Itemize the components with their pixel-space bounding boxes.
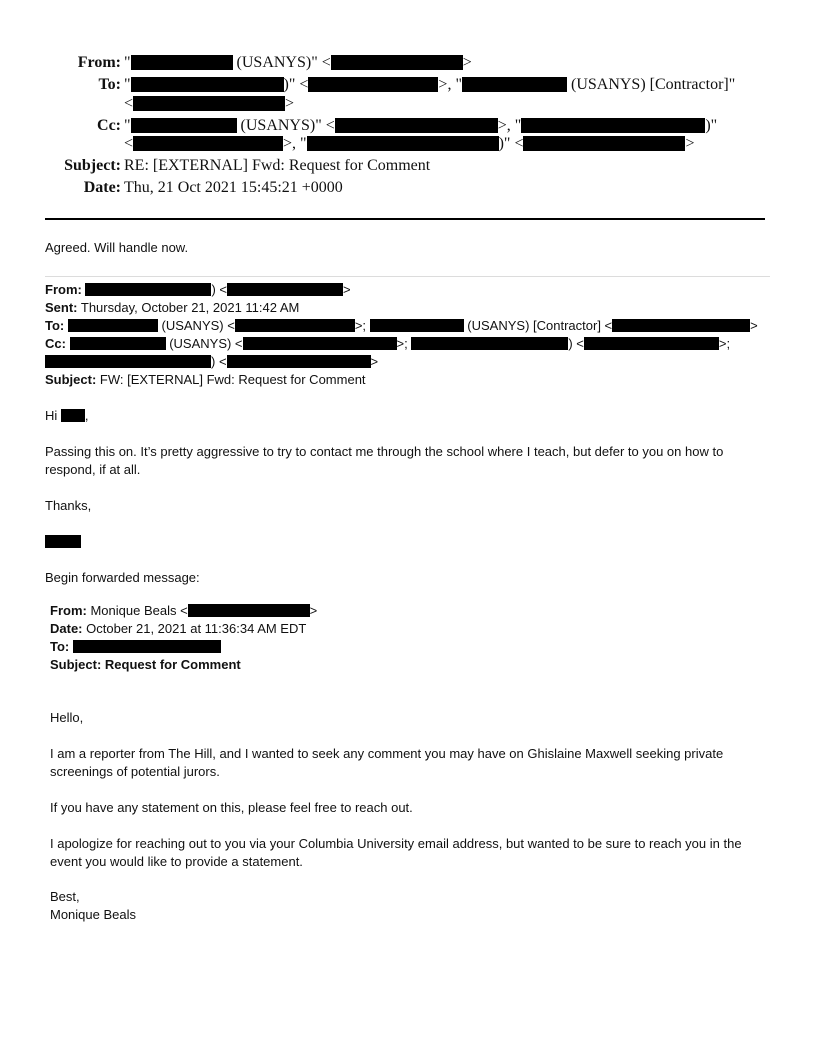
orig-to-row	[50, 638, 221, 656]
redaction	[70, 337, 166, 350]
outer-to-value-2: < >	[124, 95, 295, 112]
fw-to-contractor: (USANYS) [Contractor] <	[467, 318, 613, 333]
orig-signoff: Best,	[50, 889, 80, 904]
redaction	[584, 337, 719, 350]
outer-cc-suffix: (USANYS)"	[240, 117, 322, 134]
orig-paragraph-1: I am a reporter from The Hill, and I wanted to seek any comment you may have on Ghislaine Maxwell seeking private screenings of potential jurors.	[50, 746, 724, 779]
redaction	[307, 136, 499, 151]
fw-sent-label: Sent:	[45, 300, 78, 315]
begin-forwarded: Begin forwarded message:	[45, 570, 200, 585]
redaction	[45, 535, 81, 548]
redaction	[331, 55, 463, 70]
fw-from-label: From:	[45, 282, 82, 297]
fw-to-usanys: (USANYS) <	[161, 318, 235, 333]
redaction	[370, 319, 464, 332]
redaction	[523, 136, 685, 151]
fw-subject-label: Subject:	[45, 372, 97, 387]
fw-greeting: Hi ,	[45, 408, 89, 423]
redaction	[235, 319, 355, 332]
fw-cc-usanys: (USANYS) <	[169, 336, 243, 351]
redaction	[462, 77, 567, 92]
redaction	[335, 118, 498, 133]
outer-to-label: To:	[98, 76, 121, 93]
redaction	[61, 409, 85, 422]
orig-date-row	[50, 620, 306, 638]
reply-text: Agreed. Will handle now.	[45, 240, 189, 255]
redaction	[131, 55, 233, 70]
orig-subject-label: Subject:	[50, 657, 102, 672]
orig-from-name: Monique Beals <	[90, 603, 188, 618]
outer-from-label: From:	[77, 54, 121, 71]
redaction	[73, 640, 221, 653]
fw-thanks: Thanks,	[45, 498, 92, 513]
orig-subject-value: Request for Comment	[104, 657, 241, 672]
outer-to-suffix: (USANYS) [Contractor]"	[570, 76, 736, 93]
fw-greeting-text: Hi	[45, 408, 58, 423]
fw-to-row: To: (USANYS) < >; (USANYS) [Contractor] < >	[45, 318, 758, 333]
orig-from-label: From:	[50, 603, 87, 618]
orig-paragraph-3: I apologize for reaching out to you via your Columbia University email address, but wanted to be sure to reach you in the event you would like to provide a statement.	[50, 836, 742, 869]
orig-signature: Monique Beals	[50, 907, 136, 922]
redaction	[227, 355, 371, 368]
outer-subject-value: RE: [EXTERNAL] Fwd: Request for Comment	[124, 157, 431, 174]
fw-cc-row: Cc: (USANYS) < >; ) < >;	[45, 336, 731, 351]
outer-cc-value-2: < >, " )" < >	[124, 135, 695, 152]
quote-divider	[45, 276, 770, 277]
orig-date-label: Date:	[50, 621, 83, 636]
orig-hello: Hello,	[50, 710, 84, 725]
fw-cc-row-2: ) < >	[45, 353, 378, 371]
orig-from-row: From: Monique Beals < >	[50, 603, 318, 618]
fw-subject-value: FW: [EXTERNAL] Fwd: Request for Comment	[99, 372, 366, 387]
outer-cc-label: Cc:	[97, 117, 121, 134]
outer-date-label: Date:	[83, 179, 121, 196]
orig-to-label: To:	[50, 639, 70, 654]
fw-paragraph: Passing this on. It’s pretty aggressive to try to contact me through the school where I teach, but defer to you on how to respond, if at all.	[45, 444, 724, 477]
redaction	[45, 355, 211, 368]
redaction	[411, 337, 568, 350]
outer-subject-label: Subject:	[64, 157, 121, 174]
fw-from-row: From: ) < >	[45, 282, 351, 297]
fw-subject-row	[45, 371, 366, 389]
redaction	[188, 604, 310, 617]
redaction	[68, 319, 158, 332]
orig-paragraph-2: If you have any statement on this, please feel free to reach out.	[50, 800, 413, 815]
redaction	[133, 96, 285, 111]
redaction	[308, 77, 438, 92]
redaction	[85, 283, 211, 296]
redaction	[133, 136, 283, 151]
redaction	[521, 118, 705, 133]
redaction	[227, 283, 343, 296]
header-divider	[45, 218, 765, 220]
redaction	[243, 337, 397, 350]
outer-date-value: Thu, 21 Oct 2021 15:45:21 +0000	[124, 179, 343, 196]
fw-cc-label: Cc:	[45, 336, 66, 351]
redaction	[612, 319, 750, 332]
outer-to-value: " )" < >, " (USANYS) [Contractor]"	[124, 76, 736, 93]
fw-to-label: To:	[45, 318, 65, 333]
outer-from-value: " (USANYS)" < >	[124, 54, 472, 71]
orig-subject-row	[50, 656, 241, 674]
orig-date-value: October 21, 2021 at 11:36:34 AM EDT	[86, 621, 307, 636]
outer-from-suffix: (USANYS)"	[236, 54, 318, 71]
redaction	[131, 77, 284, 92]
redaction	[131, 118, 237, 133]
outer-cc-value: " (USANYS)" < >, " )"	[124, 117, 718, 134]
fw-signature	[45, 533, 81, 551]
fw-sent-value: Thursday, October 21, 2021 11:42 AM	[80, 300, 300, 315]
fw-sent-row	[45, 299, 299, 317]
